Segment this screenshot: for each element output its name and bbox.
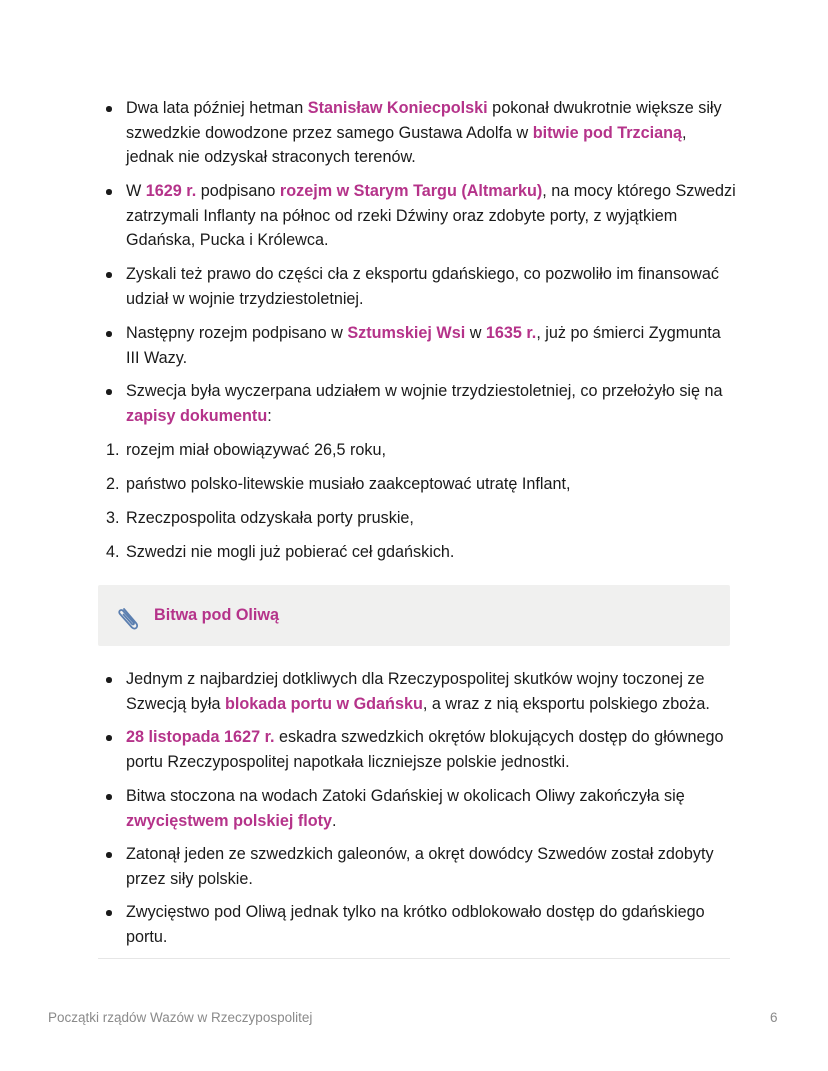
list-item xyxy=(126,321,738,370)
list-item xyxy=(126,379,738,428)
list-item-text: Następny rozejm podpisano w Sztumskiej Wsi w 1635 r., już po śmierci Zygmunta III Wazy. xyxy=(126,324,721,367)
numbered-item: 1. rozejm miał obowiązywać 26,5 roku, xyxy=(106,441,387,459)
list-item-text: Zatonął jeden ze szwedzkich galeonów, a okręt dowódcy Szwedów został zdobyty przez siły polskie. xyxy=(126,845,714,888)
highlighted-term: 1629 r. xyxy=(145,182,197,200)
list-item-text: Zwycięstwo pod Oliwą jednak tylko na krótko odblokowało dostęp do gdańskiego portu. xyxy=(126,903,705,946)
numbered-item: 4. Szwedzi nie mogli już pobierać ceł gdańskich. xyxy=(106,543,455,561)
list-item xyxy=(126,725,738,774)
highlighted-term: bitwie pod Trzcianą xyxy=(532,123,683,142)
highlighted-term: zapisy dokumentu xyxy=(126,406,268,425)
list-item-text: W 1629 r. podpisano rozejm w Starym Targu (Altmarku), na mocy którego Szwedzi zatrzymali Inflanty na północ od rzeki Dźwiny oraz zdobyte porty, z wyjątkiem Gdańska, Pucka i Królewca. xyxy=(126,182,736,249)
section-callout xyxy=(98,585,730,646)
highlighted-term: Stanisław Koniecpolski xyxy=(307,99,488,117)
list-item xyxy=(126,784,738,833)
highlighted-term: 28 listopada 1627 r. xyxy=(126,728,275,746)
list-item-text: Szwecja była wyczerpana udziałem w wojnie trzydziestoletniej, co przełożyło się na zapisy dokumentu: xyxy=(126,382,723,425)
list-item xyxy=(126,842,738,891)
list-item xyxy=(126,96,738,170)
list-item-text: Bitwa stoczona na wodach Zatoki Gdańskiej w okolicach Oliwy zakończyła się zwycięstwem polskiej floty. xyxy=(126,787,685,830)
page-number: 6 xyxy=(770,1010,778,1025)
list-item xyxy=(126,667,738,716)
list-item xyxy=(126,262,738,311)
list-item-text: Jednym z najbardziej dotkliwych dla Rzeczypospolitej skutków wojny toczonej ze Szwecją była blokada portu w Gdańsku, a wraz z nią eksportu polskiego zboża. xyxy=(126,670,710,713)
list-item-text: Zyskali też prawo do części cła z eksportu gdańskiego, co pozwoliło im finansować udział w wojnie trzydziestoletniej. xyxy=(126,265,719,308)
paperclip-icon xyxy=(114,603,144,633)
callout-title: Bitwa pod Oliwą xyxy=(154,606,280,624)
list-item-text: 28 listopada 1627 r. eskadra szwedzkich okrętów blokujących dostęp do głównego portu Rzeczypospolitej napotkała liczniejsze polskie jednostki. xyxy=(126,728,724,771)
numbered-item: 3. Rzeczpospolita odzyskała porty pruskie, xyxy=(106,509,414,527)
highlighted-term: 1635 r. xyxy=(485,324,537,342)
list-item xyxy=(126,900,738,949)
list-item xyxy=(126,179,738,253)
highlighted-term: blokada portu w Gdańsku xyxy=(224,694,423,713)
divider xyxy=(98,958,730,959)
list-item-text: Dwa lata później hetman Stanisław Koniecpolski pokonał dwukrotnie większe siły szwedzkie dowodzone przez samego Gustawa Adolfa w bitwie pod Trzcianą, jednak nie odzyskał straconych terenów. xyxy=(126,99,722,166)
highlighted-term: zwycięstwem polskiej floty xyxy=(126,811,333,830)
highlighted-term: rozejm w Starym Targu (Altmarku) xyxy=(279,182,543,200)
footer-title: Początki rządów Wazów w Rzeczypospolitej xyxy=(48,1010,313,1025)
numbered-item: 2. państwo polsko-litewskie musiało zaakceptować utratę Inflant, xyxy=(106,475,571,493)
highlighted-term: Sztumskiej Wsi xyxy=(347,324,466,342)
